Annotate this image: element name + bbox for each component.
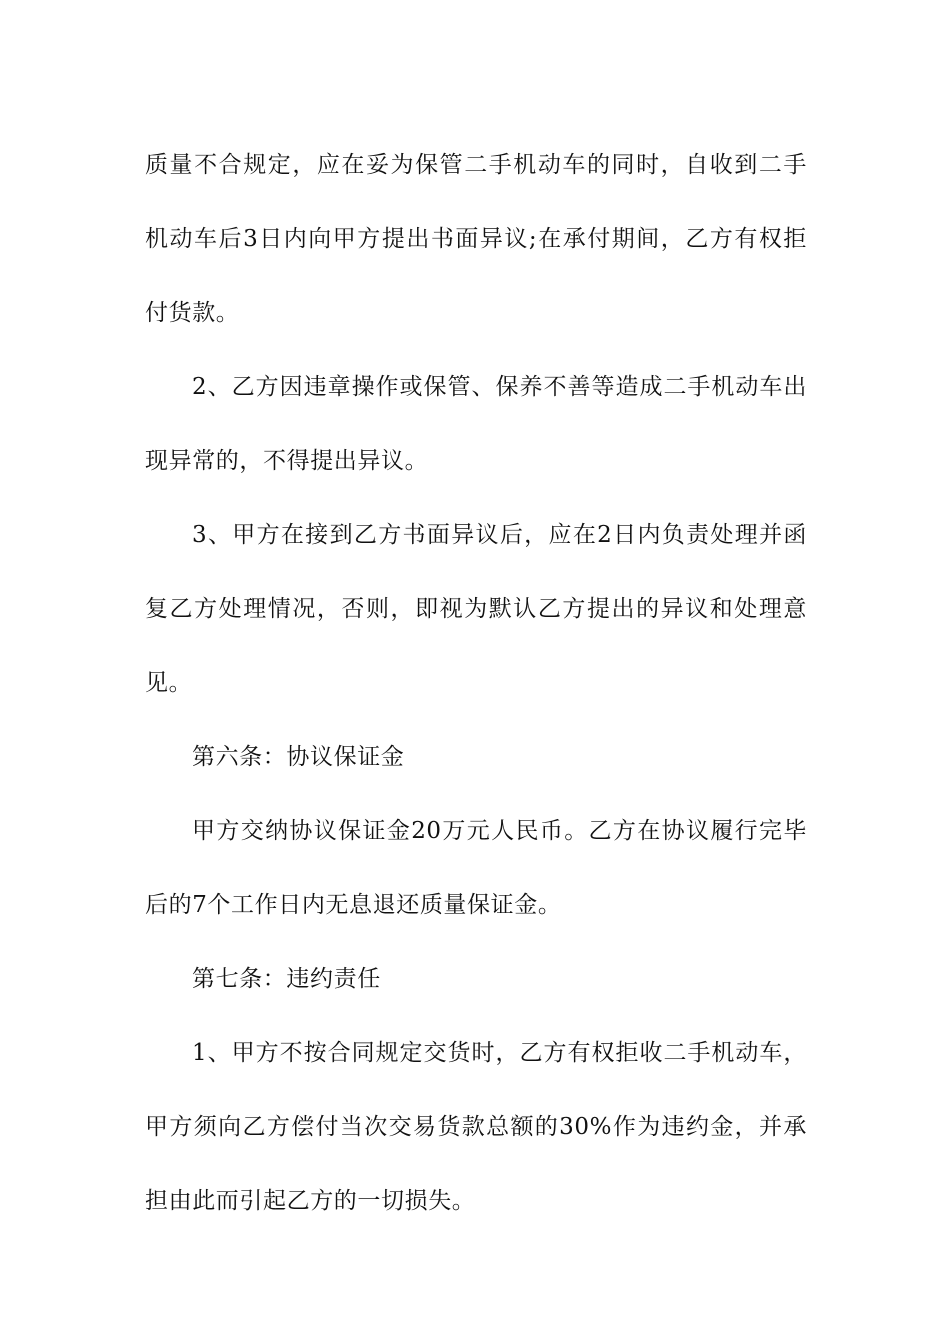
text-line: 付货款。 [145,300,240,326]
text-line: 见。 [145,670,193,696]
section-heading: 第六条：协议保证金 [192,744,405,770]
paragraph-clause-7-1 [145,1016,807,1238]
text-line: 担由此而引起乙方的一切损失。 [145,1188,476,1214]
text-line: 复乙方处理情况，否则，即视为默认乙方提出的异议和处理意 [145,596,807,622]
text-line: 2、乙方因违章操作或保管、保养不善等造成二手机动车出 [192,374,807,400]
article-7-heading [145,942,807,1016]
paragraph-quality-objection [145,128,807,350]
section-heading: 第七条：违约责任 [192,966,381,992]
text-line: 后的7个工作日内无息退还质量保证金。 [145,892,562,918]
text-line: 甲方须向乙方偿付当次交易货款总额的30%作为违约金，并承 [145,1114,807,1140]
text-line: 1、甲方不按合同规定交货时，乙方有权拒收二手机动车， [192,1040,807,1066]
text-line: 3、甲方在接到乙方书面异议后，应在2日内负责处理并函 [192,522,807,548]
paragraph-clause-5-3 [145,498,807,720]
text-line: 机动车后3日内向甲方提出书面异议;在承付期间，乙方有权拒 [145,226,807,252]
article-6-heading [145,720,807,794]
paragraph-article-6-body [145,794,807,942]
paragraph-clause-5-2 [145,350,807,498]
document-body [145,128,807,1238]
text-line: 现异常的，不得提出异议。 [145,448,429,474]
text-line: 甲方交纳协议保证金20万元人民币。乙方在协议履行完毕 [192,818,807,844]
text-line: 质量不合规定，应在妥为保管二手机动车的同时，自收到二手 [145,152,807,178]
